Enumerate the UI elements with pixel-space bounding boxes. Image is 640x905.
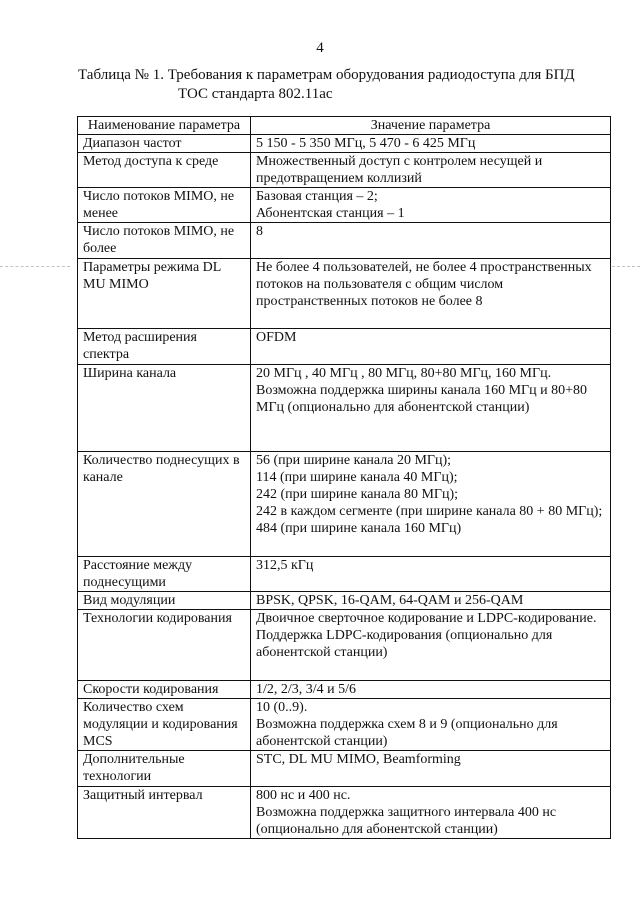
- table-row: [78, 153, 611, 188]
- param-name: Вид модуляции: [78, 592, 251, 610]
- column-header-value: Значение параметра: [251, 117, 611, 135]
- param-value: 1/2, 2/3, 3/4 и 5/6: [251, 681, 611, 699]
- param-name: Число потоков MIMO, не менее: [78, 188, 251, 223]
- table-row: [78, 365, 611, 452]
- param-value: Базовая станция – 2; Абонентская станция – 1: [251, 188, 611, 223]
- param-value: OFDM: [251, 329, 611, 365]
- param-value: 10 (0..9). Возможна поддержка схем 8 и 9 (опционально для абонентской станции): [251, 699, 611, 751]
- scan-fold-line: [0, 266, 70, 267]
- table-caption: [78, 66, 598, 104]
- page-number: 4: [316, 40, 324, 56]
- param-name: Метод расширения спектра: [78, 329, 251, 365]
- table-row: [78, 259, 611, 329]
- param-name: Технологии кодирования: [78, 610, 251, 681]
- param-name: Ширина канала: [78, 365, 251, 452]
- param-name: Метод доступа к среде: [78, 153, 251, 188]
- param-value: 800 нс и 400 нс. Возможна поддержка защитного интервала 400 нс (опционально для абонентской станции): [251, 787, 611, 839]
- param-value: STC, DL MU MIMO, Beamforming: [251, 751, 611, 787]
- param-name: Количество схем модуляции и кодирования MCS: [78, 699, 251, 751]
- caption-line-1: Таблица № 1. Требования к параметрам оборудования радиодоступа для БПД: [78, 67, 575, 83]
- table-row: [78, 223, 611, 259]
- column-header-name: Наименование параметра: [78, 117, 251, 135]
- param-name: Расстояние между поднесущими: [78, 557, 251, 592]
- param-name: Число потоков MIMO, не более: [78, 223, 251, 259]
- param-value: Не более 4 пользователей, не более 4 пространственных потоков на пользователя с общим числом пространственных потоков не более 8: [251, 259, 611, 329]
- param-value: 5 150 - 5 350 МГц, 5 470 - 6 425 МГц: [251, 135, 611, 153]
- param-value: Множественный доступ с контролем несущей и предотвращением коллизий: [251, 153, 611, 188]
- table-row: [78, 557, 611, 592]
- param-value: 8: [251, 223, 611, 259]
- param-name: Диапазон частот: [78, 135, 251, 153]
- param-name: Скорости кодирования: [78, 681, 251, 699]
- param-name: Защитный интервал: [78, 787, 251, 839]
- param-value: 312,5 кГц: [251, 557, 611, 592]
- param-name: Количество поднесущих в канале: [78, 452, 251, 557]
- table-row: [78, 452, 611, 557]
- table-row: [78, 751, 611, 787]
- scan-fold-line: [612, 266, 640, 267]
- param-name: Параметры режима DL MU MIMO: [78, 259, 251, 329]
- param-name: Дополнительные технологии: [78, 751, 251, 787]
- param-value: Двоичное сверточное кодирование и LDPC-кодирование. Поддержка LDPC-кодирования (опционально для абонентской станции): [251, 610, 611, 681]
- table-row: [78, 699, 611, 751]
- table-row: [78, 681, 611, 699]
- table-row: [78, 610, 611, 681]
- param-value: 56 (при ширине канала 20 МГц); 114 (при ширине канала 40 МГц); 242 (при ширине канала 80 МГц); 242 в каждом сегменте (при ширине канала 80 + 80 МГц); 484 (при ширине канала 160 МГц): [251, 452, 611, 557]
- table-row: [78, 135, 611, 153]
- table-row: [78, 787, 611, 839]
- table-row: [78, 188, 611, 223]
- requirements-table: [77, 116, 611, 839]
- table-row: [78, 329, 611, 365]
- table-row: [78, 592, 611, 610]
- caption-line-2: ТОС стандарта 802.11ac: [178, 86, 333, 102]
- param-value: 20 МГц , 40 МГц , 80 МГц, 80+80 МГц, 160 МГц. Возможна поддержка ширины канала 160 МГц и 80+80 МГц (опционально для абонентской станции): [251, 365, 611, 452]
- param-value: BPSK, QPSK, 16-QAM, 64-QAM и 256-QAM: [251, 592, 611, 610]
- table-header-row: [78, 117, 611, 135]
